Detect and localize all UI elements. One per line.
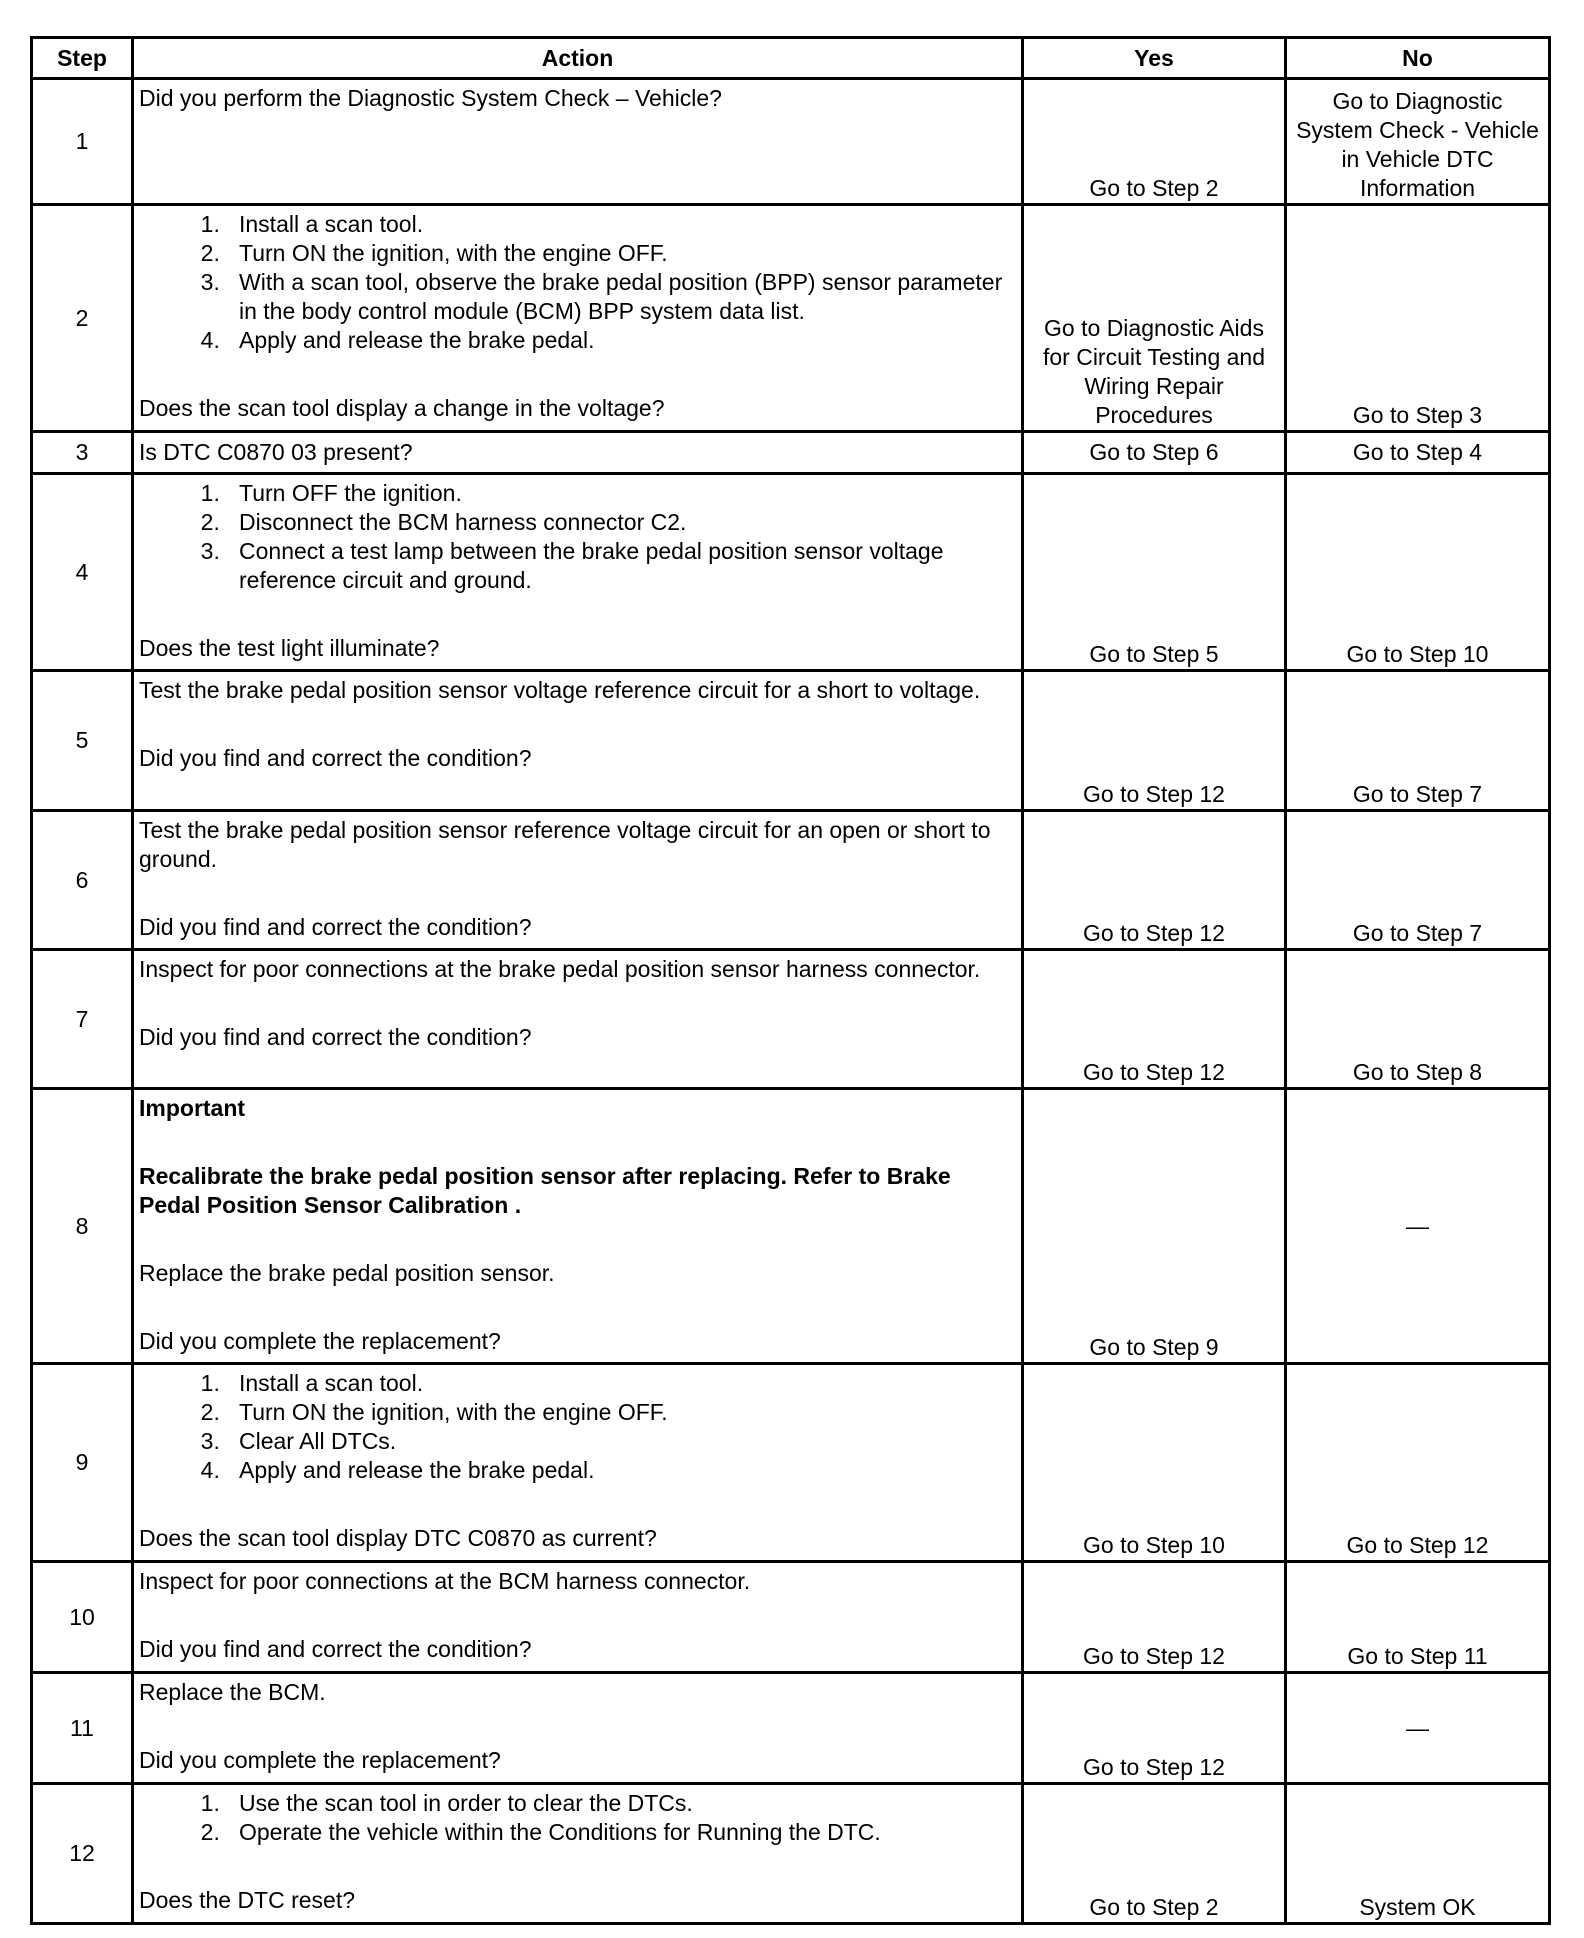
action-text: Replace the BCM. [139, 1679, 326, 1705]
list-item: 2. Turn ON the ignition, with the engine OFF. [239, 239, 1016, 268]
step-number: 5 [32, 671, 133, 811]
table-row [32, 474, 1550, 671]
step-number: 6 [32, 811, 133, 950]
yes-cell: Go to Step 10 [1023, 1364, 1286, 1562]
action-text: Replace the brake pedal position sensor. [139, 1260, 555, 1286]
action-cell [133, 1364, 1023, 1562]
step-number: 7 [32, 950, 133, 1089]
action-list [139, 479, 1016, 595]
no-cell: — [1286, 1089, 1550, 1364]
step-number: 1 [32, 79, 133, 205]
action-list [139, 210, 1016, 355]
no-cell: Go to Step 8 [1286, 950, 1550, 1089]
action-text: Test the brake pedal position sensor reference voltage circuit for an open or short to ground. [139, 817, 991, 872]
list-item: 3. Connect a test lamp between the brake pedal position sensor voltage reference circuit and ground. [239, 537, 1016, 595]
action-text: Inspect for poor connections at the BCM harness connector. [139, 1568, 751, 1594]
table-row [32, 205, 1550, 432]
no-cell: Go to Step 12 [1286, 1364, 1550, 1562]
header-action: Action [133, 38, 1023, 79]
table-row [32, 1562, 1550, 1673]
yes-cell: Go to Step 5 [1023, 474, 1286, 671]
question-text: Did you complete the replacement? [139, 1328, 501, 1354]
question-text: Did you find and correct the condition? [139, 745, 532, 771]
table-row [32, 79, 1550, 205]
table-row [32, 1089, 1550, 1364]
list-item: 1. Turn OFF the ignition. [239, 479, 1016, 508]
question-text: Did you complete the replacement? [139, 1747, 501, 1773]
yes-cell: Go to Step 2 [1023, 79, 1286, 205]
list-item: 1. Install a scan tool. [239, 1369, 1016, 1398]
no-cell: Go to Step 10 [1286, 474, 1550, 671]
yes-cell: Go to Step 2 [1023, 1784, 1286, 1924]
important-label: Important [139, 1095, 246, 1121]
step-number: 4 [32, 474, 133, 671]
no-cell: Go to Step 3 [1286, 205, 1550, 432]
step-number: 12 [32, 1784, 133, 1924]
action-cell [133, 205, 1023, 432]
list-item: 2. Disconnect the BCM harness connector C2. [239, 508, 1016, 537]
yes-cell: Go to Step 12 [1023, 811, 1286, 950]
step-number: 11 [32, 1673, 133, 1784]
action-cell [133, 811, 1023, 950]
question-text: Does the test light illuminate? [139, 635, 440, 661]
action-text: Test the brake pedal position sensor voltage reference circuit for a short to voltage. [139, 677, 981, 703]
action-cell [133, 950, 1023, 1089]
action-cell [133, 1562, 1023, 1673]
question-text: Is DTC C0870 03 present? [133, 432, 1023, 474]
table-row [32, 1784, 1550, 1924]
no-cell: System OK [1286, 1784, 1550, 1924]
table-row [32, 1364, 1550, 1562]
action-cell [133, 1089, 1023, 1364]
yes-cell: Go to Step 12 [1023, 1562, 1286, 1673]
list-item: 4. Apply and release the brake pedal. [239, 326, 1016, 355]
action-cell [133, 671, 1023, 811]
no-cell: Go to Step 11 [1286, 1562, 1550, 1673]
header-no: No [1286, 38, 1550, 79]
no-cell: Go to Step 7 [1286, 671, 1550, 811]
diagnostic-table [30, 36, 1551, 1925]
table-row [32, 432, 1550, 474]
action-list [139, 1369, 1016, 1485]
no-cell: Go to Diagnostic System Check - Vehicle in Vehicle DTC Information [1286, 79, 1550, 205]
step-number: 8 [32, 1089, 133, 1364]
list-item: 3. With a scan tool, observe the brake pedal position (BPP) sensor parameter in the body control module (BCM) BPP system data list. [239, 268, 1016, 326]
yes-cell: Go to Step 12 [1023, 1673, 1286, 1784]
no-cell: Go to Step 7 [1286, 811, 1550, 950]
list-item: 4. Apply and release the brake pedal. [239, 1456, 1016, 1485]
question-text: Does the scan tool display a change in the voltage? [139, 395, 665, 421]
step-number: 9 [32, 1364, 133, 1562]
yes-cell: Go to Step 12 [1023, 950, 1286, 1089]
list-item: 1. Use the scan tool in order to clear the DTCs. [239, 1789, 1016, 1818]
table-row [32, 671, 1550, 811]
question-text: Does the DTC reset? [139, 1887, 356, 1913]
table-row [32, 1673, 1550, 1784]
no-cell: — [1286, 1673, 1550, 1784]
step-number: 10 [32, 1562, 133, 1673]
important-text: Recalibrate the brake pedal position sensor after replacing. Refer to Brake Pedal Position Sensor Calibration . [139, 1163, 951, 1218]
action-cell [133, 79, 1023, 205]
action-cell [133, 1673, 1023, 1784]
action-list [139, 1789, 1016, 1847]
table-row [32, 811, 1550, 950]
action-text: Inspect for poor connections at the brake pedal position sensor harness connector. [139, 956, 981, 982]
header-step: Step [32, 38, 133, 79]
step-number: 2 [32, 205, 133, 432]
step-number: 3 [32, 432, 133, 474]
question-text: Did you perform the Diagnostic System Check – Vehicle? [139, 85, 722, 111]
question-text: Did you find and correct the condition? [139, 1024, 532, 1050]
list-item: 3. Clear All DTCs. [239, 1427, 1016, 1456]
list-item: 2. Operate the vehicle within the Conditions for Running the DTC. [239, 1818, 1016, 1847]
table-row [32, 950, 1550, 1089]
yes-cell: Go to Step 6 [1023, 432, 1286, 474]
question-text: Does the scan tool display DTC C0870 as current? [139, 1525, 657, 1551]
yes-cell: Go to Step 12 [1023, 671, 1286, 811]
header-row [32, 38, 1550, 79]
no-cell: Go to Step 4 [1286, 432, 1550, 474]
yes-cell: Go to Step 9 [1023, 1089, 1286, 1364]
yes-cell: Go to Diagnostic Aids for Circuit Testing and Wiring Repair Procedures [1023, 205, 1286, 432]
action-cell [133, 474, 1023, 671]
list-item: 1. Install a scan tool. [239, 210, 1016, 239]
question-text: Did you find and correct the condition? [139, 914, 532, 940]
question-text: Did you find and correct the condition? [139, 1636, 532, 1662]
list-item: 2. Turn ON the ignition, with the engine OFF. [239, 1398, 1016, 1427]
action-cell [133, 1784, 1023, 1924]
header-yes: Yes [1023, 38, 1286, 79]
